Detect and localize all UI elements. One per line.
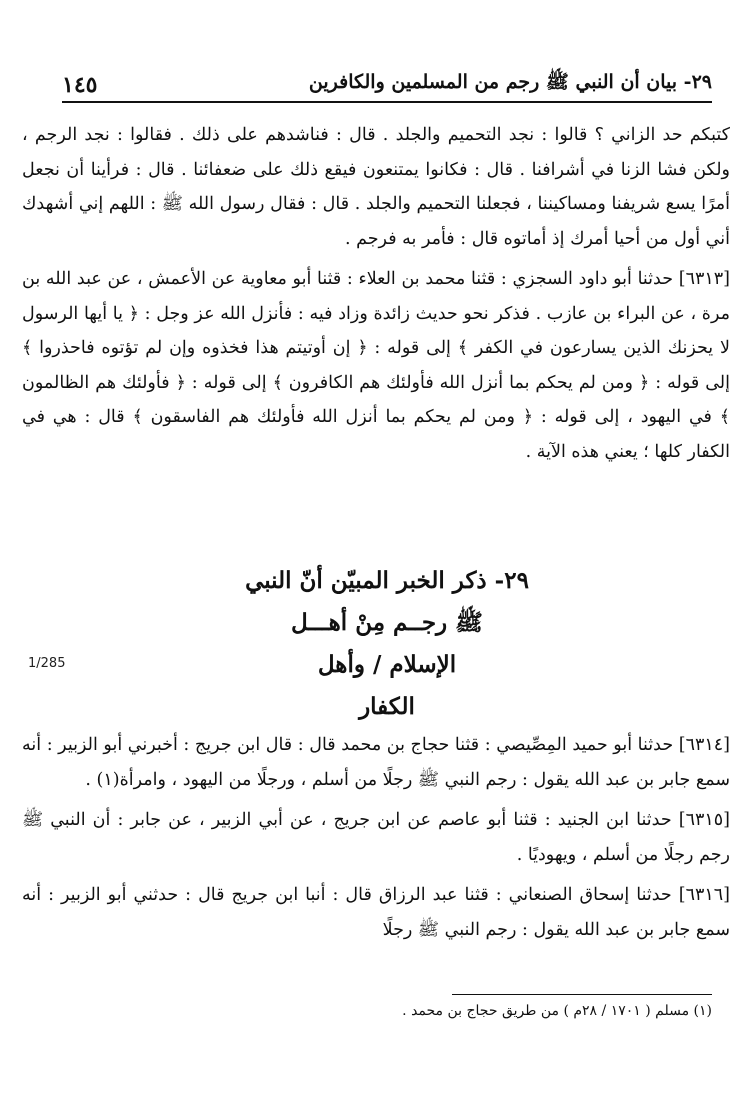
page-number: ١٤٥ bbox=[62, 72, 98, 98]
footnote-divider bbox=[452, 994, 712, 995]
hadith-6313: [٦٣١٣] حدثنا أبو داود السجزي : قثنا محمد بن العلاء : قثنا أبو معاوية عن الأعمش ، عن عبد الله بن مرة ، عن البراء بن عازب . فذكر نحو حديث زائدة وزاد فيه : فأنزل الله عز وجل : ﴿ يا أيها الرسول لا يحزنك الذين يسارعون في الكفر ﴾ إلى قوله : ﴿ إن أوتيتم هذا فخذوه وإن لم تؤتوه فاحذروا ﴾ إلى قوله : ﴿ ومن لم يحكم بما أنزل الله فأولئك هم الكافرون ﴾ إلى قوله : ﴿ فأولئك هم الظالمون ﴾ في اليهود ، إلى قوله : ﴿ ومن لم يحكم بما أنزل الله فأولئك هم الفاسقون ﴾ قال : هي في الكفار كلها ؛ يعني هذه الآية . bbox=[22, 269, 730, 462]
hadith-6316: [٦٣١٦] حدثنا إسحاق الصنعاني : قثنا عبد الرزاق قال : أنبا ابن جريج قال : حدثني أبو الزبير : أنه سمع جابر بن عبد الله يقول : رجم النبي ﷺ رجلًا bbox=[22, 885, 730, 940]
top-text-block bbox=[22, 118, 730, 475]
chapter-heading-line-2: ﷺ رجــم مِنْ أهـــل bbox=[291, 609, 483, 636]
header-divider bbox=[62, 101, 712, 103]
hadith-6315: [٦٣١٥] حدثنا ابن الجنيد : قثنا أبو عاصم عن ابن جريج ، عن أبي الزبير ، عن جابر : أن النبي ﷺ رجم رجلًا من أسلم ، ويهوديًا . bbox=[22, 810, 730, 865]
page-header bbox=[62, 58, 712, 98]
chapter-heading-line-3: الإسلام / وأهل bbox=[317, 651, 457, 678]
running-chapter-title: ٢٩- بيان أن النبي ﷺ رجم من المسلمين والكافرين bbox=[308, 71, 712, 93]
margin-reference: 1/285 bbox=[28, 656, 66, 671]
chapter-heading-line-4: الكفار bbox=[359, 693, 415, 720]
chapter-heading bbox=[62, 560, 712, 728]
chapter-heading-line-1: ٢٩- ذكر الخبر المبيّن أنّ النبي bbox=[245, 567, 529, 594]
bottom-text-block bbox=[22, 728, 730, 953]
hadith-6314: [٦٣١٤] حدثنا أبو حميد المِصِّيصي : قثنا حجاج بن محمد قال : قال ابن جريج : أخبرني أبو الزبير : أنه سمع جابر بن عبد الله يقول : رجم النبي ﷺ رجلًا من أسلم ، ورجلًا من اليهود ، وامرأة(١) . bbox=[22, 735, 730, 790]
paragraph-continuation: كتبكم حد الزاني ؟ قالوا : نجد التحميم والجلد . قال : فناشدهم على ذلك . فقالوا : نجد الرجم ، ولكن فشا الزنا في أشرافنا . قال : فكانوا يمتنعون فيقع ذلك على ضعفائنا . قال : فرأينا أن نجعل أمرًا يسع شريفنا ومساكيننا ، فجعلنا التحميم والجلد . قال : فقال رسول الله ﷺ : اللهم إني أشهدك أني أول من أحيا أمرك إذ أماتوه قال : فأمر به فرجم . bbox=[22, 125, 730, 249]
footnote: (١) مسلم ( ١٧٠١ / ٢٨م ) من طريق حجاج بن محمد . bbox=[402, 1003, 712, 1019]
